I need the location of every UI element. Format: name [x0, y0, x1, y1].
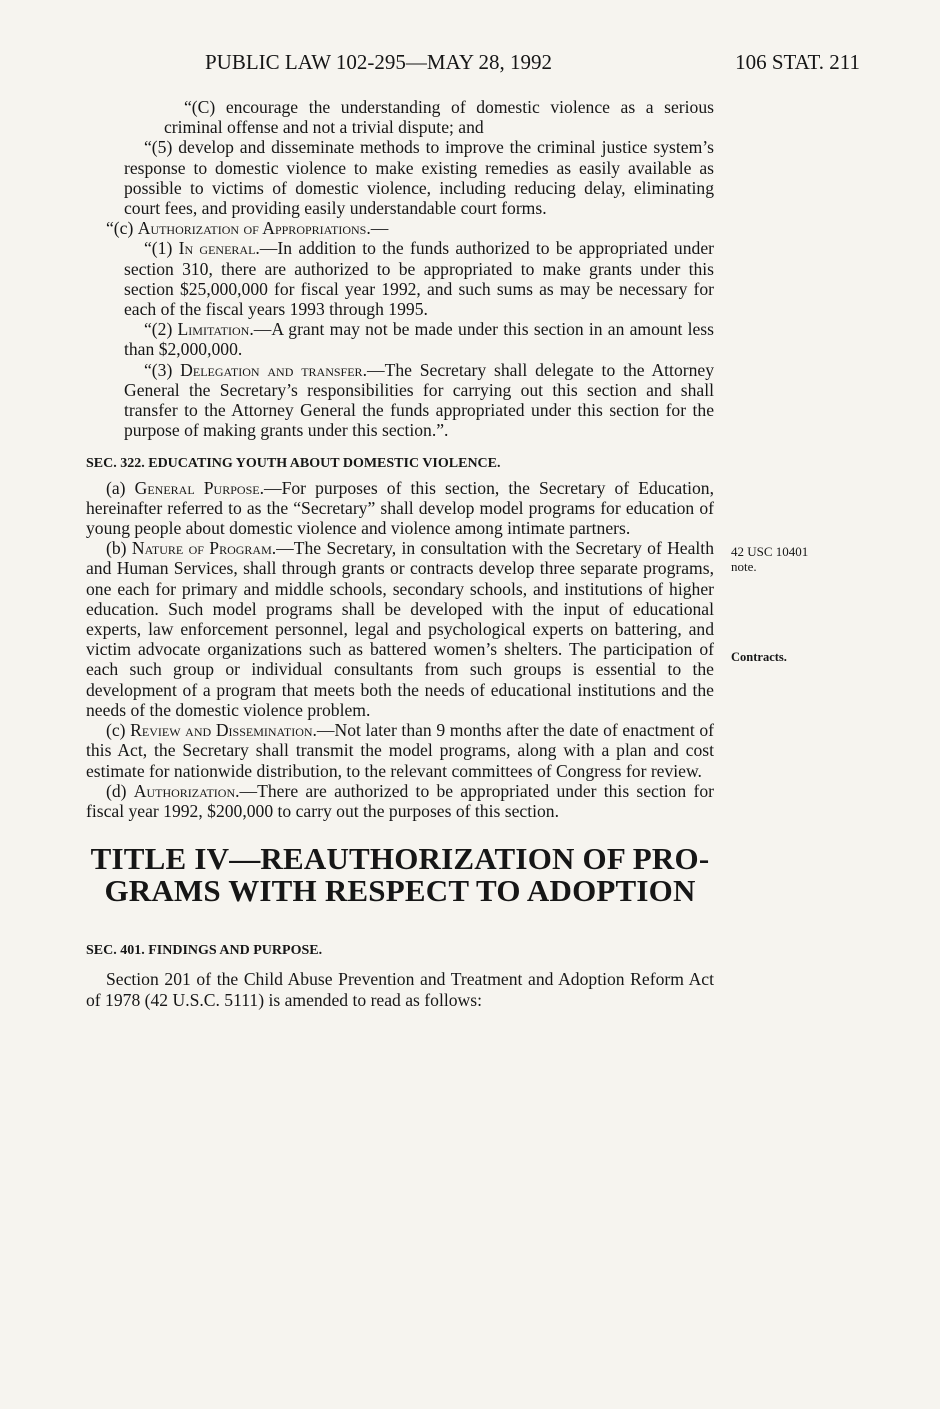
- c-caps: Review and Dissemination: [130, 720, 313, 741]
- a-prefix: (a): [106, 477, 135, 498]
- c-heading-caps: Authorization of Appropriations: [137, 218, 367, 239]
- para-c1-in-general: [86, 238, 714, 319]
- b-prefix: (b): [106, 538, 132, 559]
- title-iv-heading: [86, 843, 714, 907]
- margin-note-usc-line-1: 42 USC 10401: [731, 544, 809, 559]
- para-a-general-purpose: [86, 478, 714, 539]
- para-d-authorization: [86, 781, 714, 821]
- sec-322-heading: SEC. 322. EDUCATING YOUTH ABOUT DOMESTIC VIOLENCE.: [86, 456, 501, 472]
- a-text: .—For purposes of this section, the Secretary of Education, hereinafter referred to as the “Secretary” shall develop model programs for education of young people about domestic violence and violence among intimate partners.: [86, 477, 714, 539]
- margin-note-usc-line-2: note.: [731, 559, 757, 574]
- margin-note-usc: [731, 544, 808, 574]
- para-c-review: [86, 720, 714, 781]
- c3-prefix: “(3): [144, 359, 181, 380]
- header-stat-page: 106 STAT. 211: [735, 50, 860, 74]
- c-prefix: (c): [106, 720, 131, 741]
- c-heading-prefix: “(c): [106, 218, 138, 239]
- para-sec-401-text: Section 201 of the Child Abuse Prevention and Treatment and Adoption Reform Act of 1978 (42 U.S.C. 5111) is amended to read as follows:: [86, 969, 714, 1010]
- c2-text: .—A grant may not be made under this section in an amount less than $2,000,000.: [124, 319, 714, 360]
- page-header: [205, 50, 860, 76]
- title-iv-line-2: GRAMS WITH RESPECT TO ADOPTION: [104, 873, 696, 909]
- title-iv-line-1: TITLE IV—REAUTHORIZATION OF PRO-: [90, 841, 710, 877]
- d-prefix: (d): [106, 780, 134, 801]
- para-b-nature-of-program: [86, 538, 714, 720]
- b-caps: Nature of Program: [131, 538, 272, 559]
- b-text: .—The Secretary, in consultation with the Secretary of Health and Human Services, shall through grants or contracts develop three separate programs, one each for primary and middle schools, secondary schools, and institutions of higher education. Such model programs shall be developed with the input of educational experts, law enforcement personnel, legal and psychological experts on battering, and victim advocate organizations such as battered women’s shelters. The participation of each such group or individual consultants from such groups is essential to the development of a program that meets both the needs of educational institutions and the needs of the domestic violence problem.: [86, 538, 714, 720]
- c1-prefix: “(1): [144, 238, 179, 259]
- c1-text: .—In addition to the funds authorized to be appropriated under section 310, there are authorized to be appropriated to make grants under this section $25,000,000 for fiscal year 1992, and such sums as may be necessary for each of the fiscal years 1993 through 1995.: [124, 238, 714, 320]
- para-c-encourage: “(C) encourage the understanding of domestic violence as a serious criminal offense and not a trivial dispute; and: [164, 97, 714, 138]
- header-public-law: PUBLIC LAW 102-295—MAY 28, 1992: [205, 50, 552, 74]
- c3-text: .—The Secretary shall delegate to the Attorney General the Secretary’s responsibilities for carrying out this section and shall transfer to the Attorney General the funds appropriated under this section for the purpose of making grants under this section.”.: [124, 359, 714, 441]
- sec-401-heading: SEC. 401. FINDINGS AND PURPOSE.: [86, 943, 323, 959]
- para-c3-delegation: [86, 360, 714, 441]
- para-c2-limitation: [86, 319, 714, 359]
- c2-prefix: “(2): [144, 319, 178, 340]
- c1-caps: In general: [178, 238, 256, 259]
- para-5-develop: “(5) develop and disseminate methods to improve the criminal justice system’s response to domestic violence to make existing remedies as easily available as possible to victims of domestic violence, including reducing delay, eliminating court fees, and providing easily understandable court forms.: [124, 137, 714, 219]
- a-caps: General Purpose: [134, 477, 260, 498]
- c-heading-suffix: .—: [366, 218, 389, 239]
- margin-note-contracts: Contracts.: [731, 650, 787, 664]
- document-body: [86, 97, 714, 1010]
- c3-caps: Delegation and transfer: [180, 359, 363, 380]
- d-text: .—There are authorized to be appropriated under this section for fiscal year 1992, $200,000 to carry out the purposes of this section.: [86, 780, 714, 821]
- c2-caps: Limitation: [177, 319, 250, 340]
- d-caps: Authorization: [133, 780, 236, 801]
- c-text: .—Not later than 9 months after the date of enactment of this Act, the Secretary shall transmit the model programs, along with a plan and cost estimate for nationwide distribution, to the relevant committees of Congress for review.: [86, 720, 714, 781]
- para-c-authorization-heading: [86, 218, 714, 238]
